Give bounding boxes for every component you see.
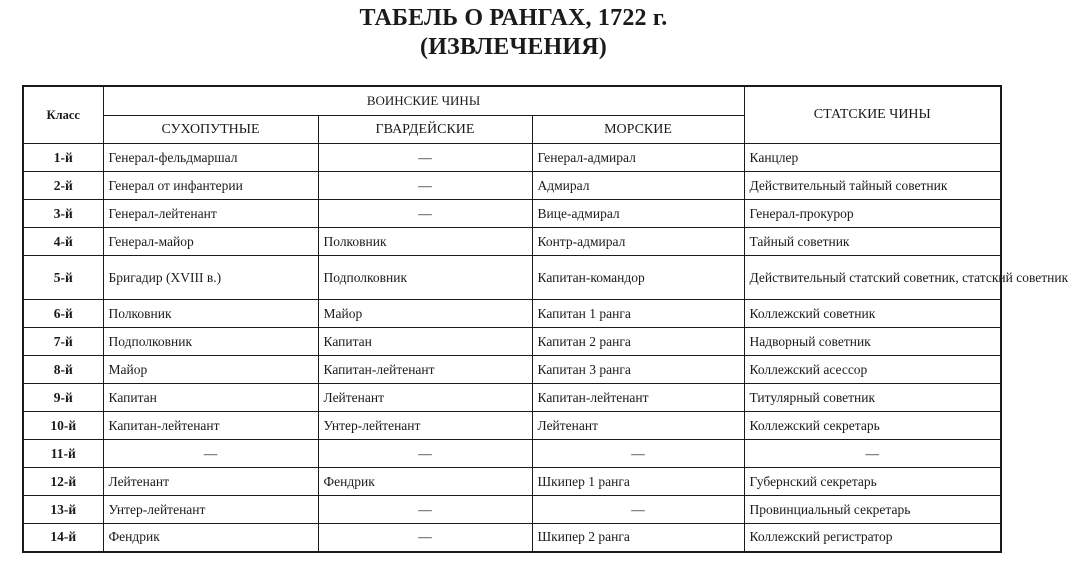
cell-land-rank: Генерал-фельдмаршал: [103, 144, 318, 172]
cell-naval-rank: Капитан 1 ранга: [532, 300, 744, 328]
cell-civil-rank: Коллежский регистратор: [744, 524, 1001, 552]
cell-guard-rank: Подполковник: [318, 256, 532, 300]
cell-civil-rank: Тайный советник: [744, 228, 1001, 256]
cell-naval-rank: Адмирал: [532, 172, 744, 200]
cell-land-rank: Капитан-лейтенант: [103, 412, 318, 440]
cell-naval-rank: Шкипер 2 ранга: [532, 524, 744, 552]
header-naval: МОРСКИЕ: [532, 116, 744, 144]
table-row: [23, 524, 1001, 552]
cell-guard-rank: —: [318, 524, 532, 552]
cell-civil-rank: Канцлер: [744, 144, 1001, 172]
header-guard: ГВАРДЕЙСКИЕ: [318, 116, 532, 144]
cell-class: 8-й: [23, 356, 103, 384]
cell-land-rank: Полковник: [103, 300, 318, 328]
cell-civil-rank: Губернский секретарь: [744, 468, 1001, 496]
cell-class: 12-й: [23, 468, 103, 496]
cell-class: 1-й: [23, 144, 103, 172]
table-row: [23, 328, 1001, 356]
cell-naval-rank: Контр-адмирал: [532, 228, 744, 256]
cell-class: 6-й: [23, 300, 103, 328]
header-land: СУХОПУТНЫЕ: [103, 116, 318, 144]
cell-guard-rank: —: [318, 440, 532, 468]
table-body: [23, 144, 1068, 552]
cell-naval-rank: Капитан-лейтенант: [532, 384, 744, 412]
cell-land-rank: —: [103, 440, 318, 468]
cell-naval-rank: Лейтенант: [532, 412, 744, 440]
table-row: [23, 172, 1001, 200]
cell-land-rank: Лейтенант: [103, 468, 318, 496]
header-military-ranks: ВОИНСКИЕ ЧИНЫ: [103, 86, 744, 116]
cell-land-rank: Бригадир (XVIII в.): [103, 256, 318, 300]
table-row: [23, 468, 1001, 496]
cell-civil-rank: Действительный тайный советник: [744, 172, 1001, 200]
cell-class: 14-й: [23, 524, 103, 552]
cell-guard-rank: Полковник: [318, 228, 532, 256]
cell-naval-rank: Капитан 3 ранга: [532, 356, 744, 384]
cell-guard-rank: —: [318, 144, 532, 172]
table-row: [23, 412, 1001, 440]
cell-naval-rank: —: [532, 496, 744, 524]
cell-land-rank: Подполковник: [103, 328, 318, 356]
cell-civil-rank: Титулярный советник: [744, 384, 1001, 412]
cell-land-rank: Капитан: [103, 384, 318, 412]
cell-guard-rank: —: [318, 172, 532, 200]
cell-naval-rank: Капитан-командор: [532, 256, 744, 300]
cell-guard-rank: Капитан: [318, 328, 532, 356]
table-row: [23, 384, 1001, 412]
cell-guard-rank: Фендрик: [318, 468, 532, 496]
cell-civil-rank: —: [744, 440, 1001, 468]
cell-civil-rank: Коллежский асессор: [744, 356, 1001, 384]
cell-naval-rank: Шкипер 1 ранга: [532, 468, 744, 496]
cell-guard-rank: Майор: [318, 300, 532, 328]
cell-naval-rank: Вице-адмирал: [532, 200, 744, 228]
table-row: [23, 496, 1001, 524]
table-row: [23, 200, 1001, 228]
cell-guard-rank: Капитан-лейтенант: [318, 356, 532, 384]
cell-land-rank: Генерал от инфантерии: [103, 172, 318, 200]
page-title: ТАБЕЛЬ О РАНГАХ, 1722 г.: [359, 5, 668, 31]
table-row: [23, 440, 1001, 468]
cell-civil-rank: Провинциальный секретарь: [744, 496, 1001, 524]
cell-class: 5-й: [23, 256, 103, 300]
cell-class: 13-й: [23, 496, 103, 524]
cell-civil-rank: Коллежский советник: [744, 300, 1001, 328]
cell-class: 9-й: [23, 384, 103, 412]
cell-civil-rank: Действительный статский советник, статский советник: [744, 256, 1001, 300]
cell-class: 11-й: [23, 440, 103, 468]
cell-naval-rank: —: [532, 440, 744, 468]
table-row: [23, 144, 1001, 172]
table-row: [23, 300, 1001, 328]
cell-class: 10-й: [23, 412, 103, 440]
ranks-table: [22, 85, 1068, 553]
cell-land-rank: Генерал-лейтенант: [103, 200, 318, 228]
table-row: [23, 256, 1001, 300]
cell-civil-rank: Генерал-прокурор: [744, 200, 1001, 228]
table-row: [23, 356, 1001, 384]
cell-civil-rank: Надворный советник: [744, 328, 1001, 356]
cell-class: 3-й: [23, 200, 103, 228]
cell-naval-rank: Капитан 2 ранга: [532, 328, 744, 356]
cell-naval-rank: Генерал-адмирал: [532, 144, 744, 172]
cell-civil-rank: Коллежский секретарь: [744, 412, 1001, 440]
cell-class: 2-й: [23, 172, 103, 200]
cell-class: 7-й: [23, 328, 103, 356]
cell-land-rank: Фендрик: [103, 524, 318, 552]
cell-land-rank: Майор: [103, 356, 318, 384]
page-subtitle: (ИЗВЛЕЧЕНИЯ): [420, 34, 607, 60]
cell-guard-rank: Унтер-лейтенант: [318, 412, 532, 440]
cell-guard-rank: —: [318, 496, 532, 524]
header-class: Класс: [23, 86, 103, 144]
table-header: [23, 86, 1001, 144]
cell-land-rank: Унтер-лейтенант: [103, 496, 318, 524]
header-civil-ranks: СТАТСКИЕ ЧИНЫ: [744, 86, 1001, 144]
cell-land-rank: Генерал-майор: [103, 228, 318, 256]
cell-guard-rank: —: [318, 200, 532, 228]
cell-guard-rank: Лейтенант: [318, 384, 532, 412]
table-row: [23, 228, 1001, 256]
cell-class: 4-й: [23, 228, 103, 256]
